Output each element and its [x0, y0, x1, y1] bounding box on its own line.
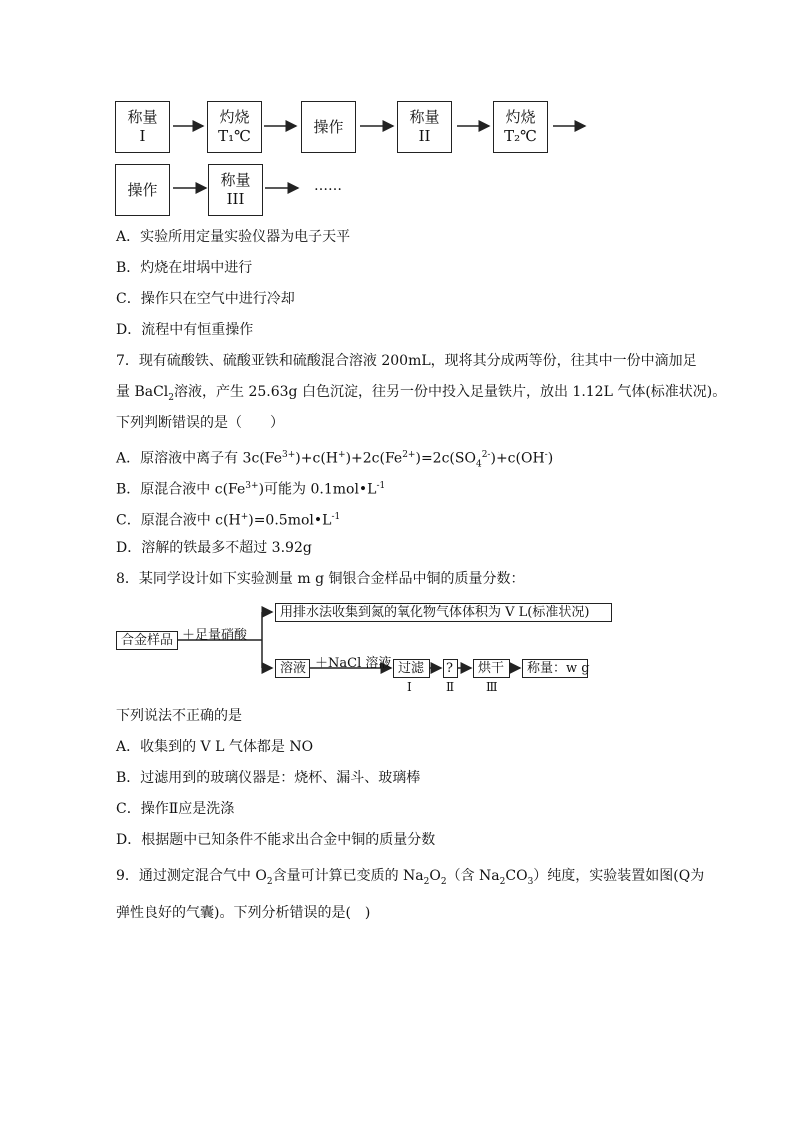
flow-box-text: T₂℃ [504, 127, 537, 145]
flow-box-weigh-3 [208, 164, 263, 216]
flow-box-burn-2 [493, 101, 548, 153]
flow2-step-2: Ⅱ [446, 680, 455, 694]
flow2-box-solution: 溶液 [275, 659, 310, 678]
flow-box-operation-2 [115, 164, 170, 216]
q8-option-b: B．过滤用到的玻璃仪器是：烧杯、漏斗、玻璃棒 [116, 770, 421, 786]
flow2-box-collect: 用排水法收集到氮的氧化物气体体积为 V L(标准状况) [275, 603, 612, 622]
flow-box-weigh-2 [397, 101, 452, 153]
flow2-box-dry: 烘干 [473, 659, 510, 678]
flow-box-text: 称量 [220, 171, 251, 189]
q6-option-a: A．实验所用定量实验仪器为电子天平 [116, 229, 351, 245]
flow2-label-acid: ＋足量硝酸 [182, 628, 248, 643]
q9-stem-line-1: 9．通过测定混合气中 $O_2$含量可计算已变质的 $Na_2O_2$（含 $Na_2CO_3$）纯度，实验装置如图(Q为 [116, 868, 705, 887]
q7-stem-line-1: 7．现有硫酸铁、硫酸亚铁和硫酸混合溶液 200mL，现将其分成两等份，往其中一份中滴加足 [116, 353, 697, 369]
q8-stem: 8．某同学设计如下实验测量 m g 铜银合金样品中铜的质量分数： [116, 571, 525, 587]
flow2-box-weigh: 称量：w g [522, 659, 588, 678]
flow-box-text: 操作 [127, 180, 158, 199]
flow2-step-1: Ⅰ [407, 680, 412, 694]
q7-option-a: A．原溶液中离子有 $3c(Fe^{3+})+c(H^+)+2c(Fe^{2+})=2c(SO_4^{2-})+c(OH^-)$ [116, 450, 554, 470]
flow-box-text: 灼烧 [219, 108, 250, 126]
flow-ellipsis: …… [314, 178, 342, 194]
q7-stem-line-2: 量 BaCl$_2$溶液，产生 25.63g 白色沉淀，往另一份中投入足量铁片，放出 1.12L 气体(标准状况)。 [116, 384, 727, 403]
flow-box-operation-1 [301, 101, 356, 153]
q8-question: 下列说法不正确的是 [116, 708, 242, 724]
q7-option-b: B．原混合液中 $c(Fe^{3+})$可能为 $0.1mol•L^{-1}$ [116, 481, 386, 498]
flow-box-text: 称量 [409, 108, 440, 126]
flow2-box-unknown: ? [443, 659, 458, 678]
q9-stem-line-2: 弹性良好的气囊)。下列分析错误的是( ) [116, 905, 371, 921]
q6-option-b: B．灼烧在坩埚中进行 [116, 260, 253, 276]
flow-box-weigh-1 [115, 101, 170, 153]
q7-option-d: D．溶解的铁最多不超过 3.92g [116, 540, 312, 556]
flow-box-text: III [226, 190, 245, 208]
flow-box-text: II [418, 127, 431, 145]
flow-box-text: 操作 [313, 117, 344, 136]
flow2-box-sample: 合金样品 [116, 631, 178, 650]
flow-box-text: 灼烧 [505, 108, 536, 126]
flow-box-text: 称量 [127, 108, 158, 126]
flow2-box-filter: 过滤 [393, 659, 430, 678]
q6-option-c: C．操作只在空气中进行冷却 [116, 291, 295, 307]
flow2-step-3: Ⅲ [486, 680, 498, 694]
flow-box-text: T₁℃ [218, 127, 251, 145]
q8-option-d: D．根据题中已知条件不能求出合金中铜的质量分数 [116, 832, 436, 848]
q7-stem-line-3: 下列判断错误的是（ ） [116, 415, 284, 431]
q8-option-a: A．收集到的 V L 气体都是 NO [116, 739, 314, 755]
q7-option-c: C．原混合液中 $c(H^+)=0.5mol•L^{-1}$ [116, 512, 341, 529]
q6-option-d: D．流程中有恒重操作 [116, 322, 254, 338]
flow2-label-nacl: ＋NaCl 溶液 [315, 656, 392, 671]
q8-option-c: C．操作Ⅱ应是洗涤 [116, 801, 235, 817]
flow-box-burn-1 [207, 101, 262, 153]
flow-box-text: I [139, 127, 146, 145]
